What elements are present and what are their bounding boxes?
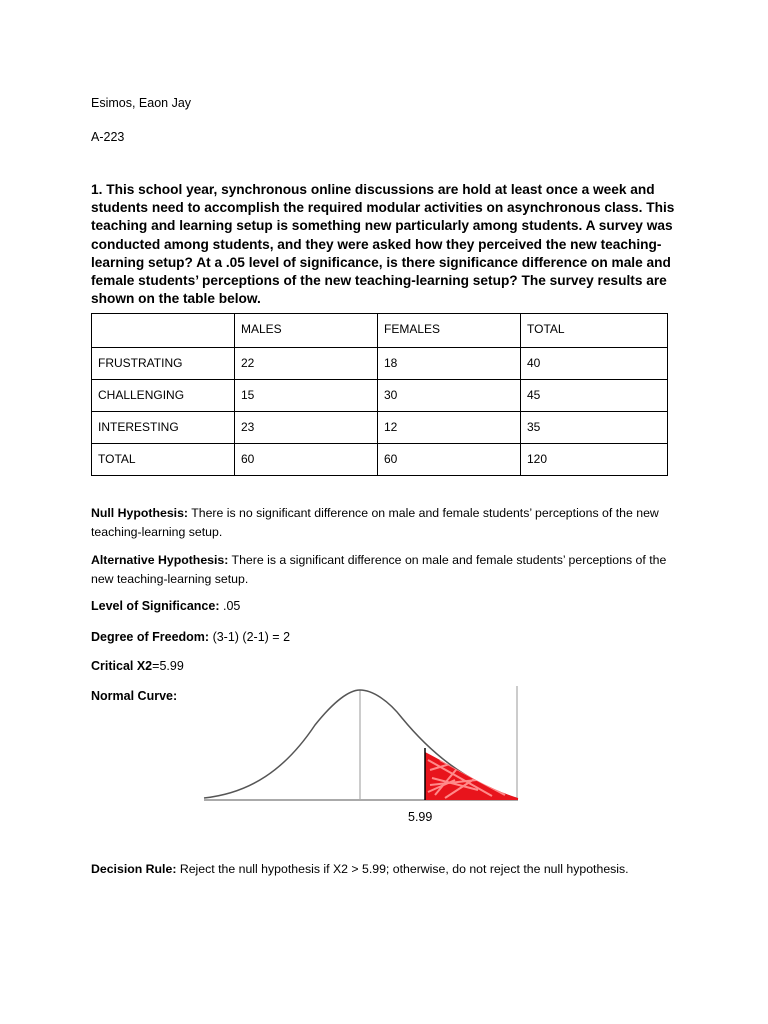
los-label: Level of Significance: [91, 599, 220, 613]
table-cell: 60 [378, 444, 521, 476]
table-cell: 120 [521, 444, 668, 476]
student-name: Esimos, Eaon Jay [91, 96, 192, 110]
critical-label: Critical X2 [91, 659, 153, 673]
table-cell: 12 [378, 412, 521, 444]
rejection-region [425, 745, 520, 801]
critical-value-text: =5.99 [152, 659, 184, 673]
alternative-hypothesis-text: There is a significant difference on male and female students’ perceptions of the new teaching-learning setup. [91, 553, 667, 586]
table-cell: 45 [521, 380, 668, 412]
table-cell: 35 [521, 412, 668, 444]
los-value: .05 [219, 599, 241, 613]
table-cell: CHALLENGING [92, 380, 235, 412]
df-label: Degree of Freedom: [91, 630, 210, 644]
null-hypothesis-label: Null Hypothesis: [91, 506, 189, 520]
table-cell: INTERESTING [92, 412, 235, 444]
table-cell: 22 [235, 348, 378, 380]
table-header-cell: TOTAL [521, 314, 668, 348]
decision-rule-text: Reject the null hypothesis if X2 > 5.99; otherwise, do not reject the null hypothesis. [176, 862, 629, 876]
table-cell: 60 [235, 444, 378, 476]
df-value: (3-1) (2-1) = 2 [209, 630, 291, 644]
table-cell: 18 [378, 348, 521, 380]
table-cell: 30 [378, 380, 521, 412]
null-hypothesis-text: There is no significant difference on male and female students’ perceptions of the new teaching-learning setup. [91, 506, 659, 539]
table-cell: 23 [235, 412, 378, 444]
table-header-cell: MALES [235, 314, 378, 348]
rejection-shade [425, 745, 520, 801]
section-code: A-223 [91, 130, 125, 144]
decision-rule-label: Decision Rule: [91, 862, 177, 876]
table-cell: 15 [235, 380, 378, 412]
table-cell: 40 [521, 348, 668, 380]
table-header-cell: FEMALES [378, 314, 521, 348]
alternative-hypothesis-label: Alternative Hypothesis: [91, 553, 229, 567]
decision-rule [91, 860, 683, 879]
table-cell: FRUSTRATING [92, 348, 235, 380]
normal-curve-label-text: Normal Curve: [91, 689, 178, 703]
question-text: 1. This school year, synchronous online discussions are hold at least once a week and students need to accomplish the required modular activities on asynchronous class. This teaching and learning setup is something new particularly among students. A survey was conducted among students, and they were asked how they perceived the new teaching-learning setup? At a .05 level of significance, is there significance difference on male and female students’ perceptions of the new teaching-learning setup? The survey results are shown on the table below. [91, 182, 675, 307]
curve-critical-label: 5.99 [408, 810, 433, 824]
table-cell: TOTAL [92, 444, 235, 476]
